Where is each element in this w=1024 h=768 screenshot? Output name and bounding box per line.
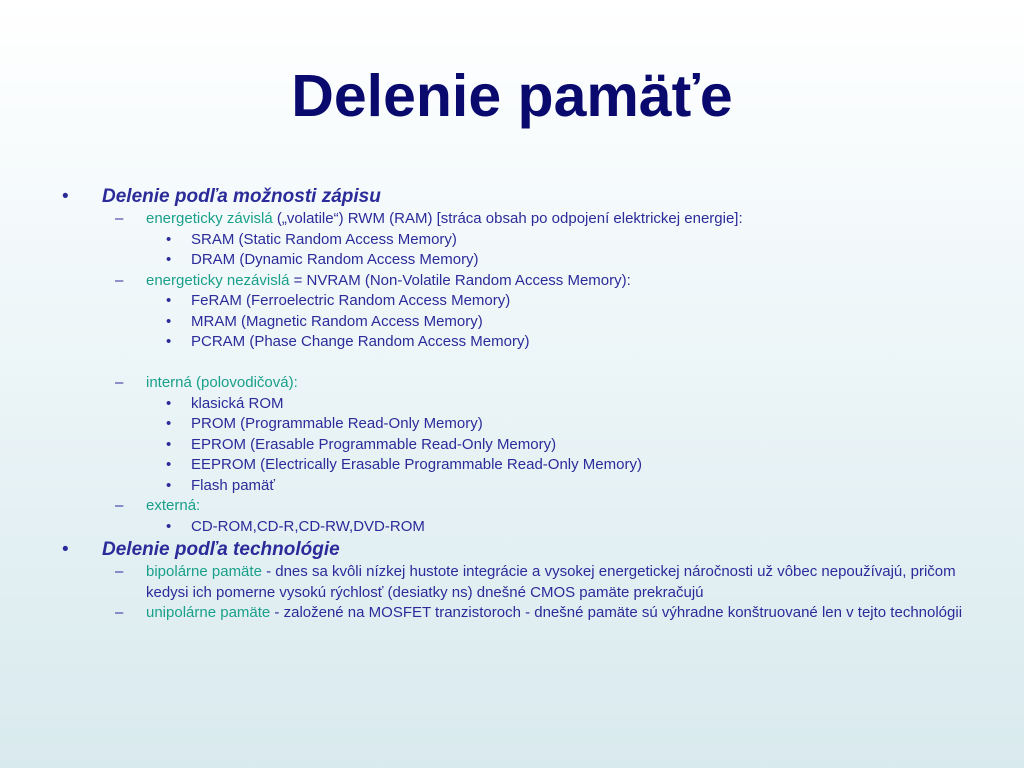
bullet-marker: •	[166, 517, 172, 535]
blank-line	[0, 353, 1000, 374]
subitem-zavisla	[0, 209, 1000, 230]
bullet-marker: •	[166, 415, 172, 432]
dash-marker: –	[115, 563, 124, 580]
dash-marker: –	[115, 497, 124, 514]
term-nezavisla: energeticky nezávislá	[146, 271, 290, 289]
dash-marker: –	[115, 210, 124, 227]
list-item-text: MRAM (Magnetic Random Access Memory)	[191, 312, 483, 330]
bullet-marker: •	[166, 251, 172, 268]
list-item	[0, 312, 1000, 333]
list-item-text: EPROM (Erasable Programmable Read-Only Memory)	[191, 435, 557, 453]
list-item	[0, 291, 1000, 312]
list-item-text: SRAM (Static Random Access Memory)	[191, 230, 457, 248]
list-item-text: PROM (Programmable Read-Only Memory)	[191, 415, 483, 432]
subitem-externa	[0, 496, 1000, 517]
subitem-unipolarne	[0, 603, 1000, 624]
section-heading-technologia: Delenie podľa technológie	[102, 539, 340, 560]
list-item-text: EEPROM (Electrically Erasable Programmable Read-Only Memory)	[191, 456, 642, 473]
list-item-text: Flash pamäť	[191, 476, 275, 494]
list-item	[0, 455, 1000, 476]
dash-marker: –	[115, 604, 124, 621]
subitem-bipolarne	[0, 562, 1000, 603]
desc-bipolarne: - dnes sa kvôli nízkej hustote integrácie a vysokej energetickej náročnosti už vôbec nepoužívajú, pričom kedysi ich pomerne vysokú rýchlosť (desiatky ns) dnešné CMOS pamäte prekračujú	[146, 563, 956, 601]
bullet-marker: •	[62, 186, 69, 207]
desc-unipolarne: - založené na MOSFET tranzistoroch - dnešné pamäte sú výhradne konštruované len v tejto technológii	[270, 604, 963, 621]
bullet-marker: •	[166, 456, 172, 473]
list-item	[0, 435, 1000, 456]
list-item-text: FeRAM (Ferroelectric Random Access Memory)	[191, 292, 511, 309]
bullet-marker: •	[166, 394, 172, 412]
list-item	[0, 517, 1000, 538]
slide-title: Delenie pamäťe	[291, 63, 733, 129]
list-item	[0, 414, 1000, 435]
bullet-marker: •	[166, 435, 172, 453]
term-zavisla: energeticky závislá	[146, 210, 273, 227]
dash-marker: –	[115, 271, 124, 289]
list-item-text: PCRAM (Phase Change Random Access Memory)	[191, 333, 530, 350]
subitem-interna	[0, 373, 1000, 394]
list-item	[0, 394, 1000, 415]
section-heading-zapis: Delenie podľa možnosti zápisu	[102, 186, 381, 207]
bullet-marker: •	[166, 292, 172, 309]
list-item-text: DRAM (Dynamic Random Access Memory)	[191, 251, 479, 268]
dash-marker: –	[115, 374, 124, 391]
bullet-marker: •	[166, 312, 172, 330]
bullet-marker: •	[166, 333, 172, 350]
desc-nezavisla: = NVRAM (Non-Volatile Random Access Memory):	[289, 271, 631, 289]
bullet-marker: •	[166, 476, 172, 494]
bullet-marker: •	[166, 230, 172, 248]
list-item	[0, 476, 1000, 497]
list-item-text: klasická ROM	[191, 394, 284, 412]
term-unipolarne: unipolárne pamäte	[146, 604, 271, 621]
subitem-nezavisla	[0, 271, 1000, 292]
term-interna: interná (polovodičová):	[146, 374, 298, 391]
bullet-section-zapis	[0, 184, 1000, 209]
bullet-section-technologia	[0, 537, 1000, 562]
list-item	[0, 332, 1000, 353]
list-item	[0, 230, 1000, 251]
bullet-marker: •	[62, 539, 69, 560]
desc-zavisla: („volatile“) RWM (RAM) [stráca obsah po odpojení elektrickej energie]:	[272, 210, 743, 227]
list-item-text: CD-ROM,CD-R,CD-RW,DVD-ROM	[191, 517, 425, 535]
slide-content	[0, 184, 1000, 624]
list-item	[0, 250, 1000, 271]
term-externa: externá:	[146, 497, 201, 514]
term-bipolarne: bipolárne pamäte	[146, 563, 262, 580]
